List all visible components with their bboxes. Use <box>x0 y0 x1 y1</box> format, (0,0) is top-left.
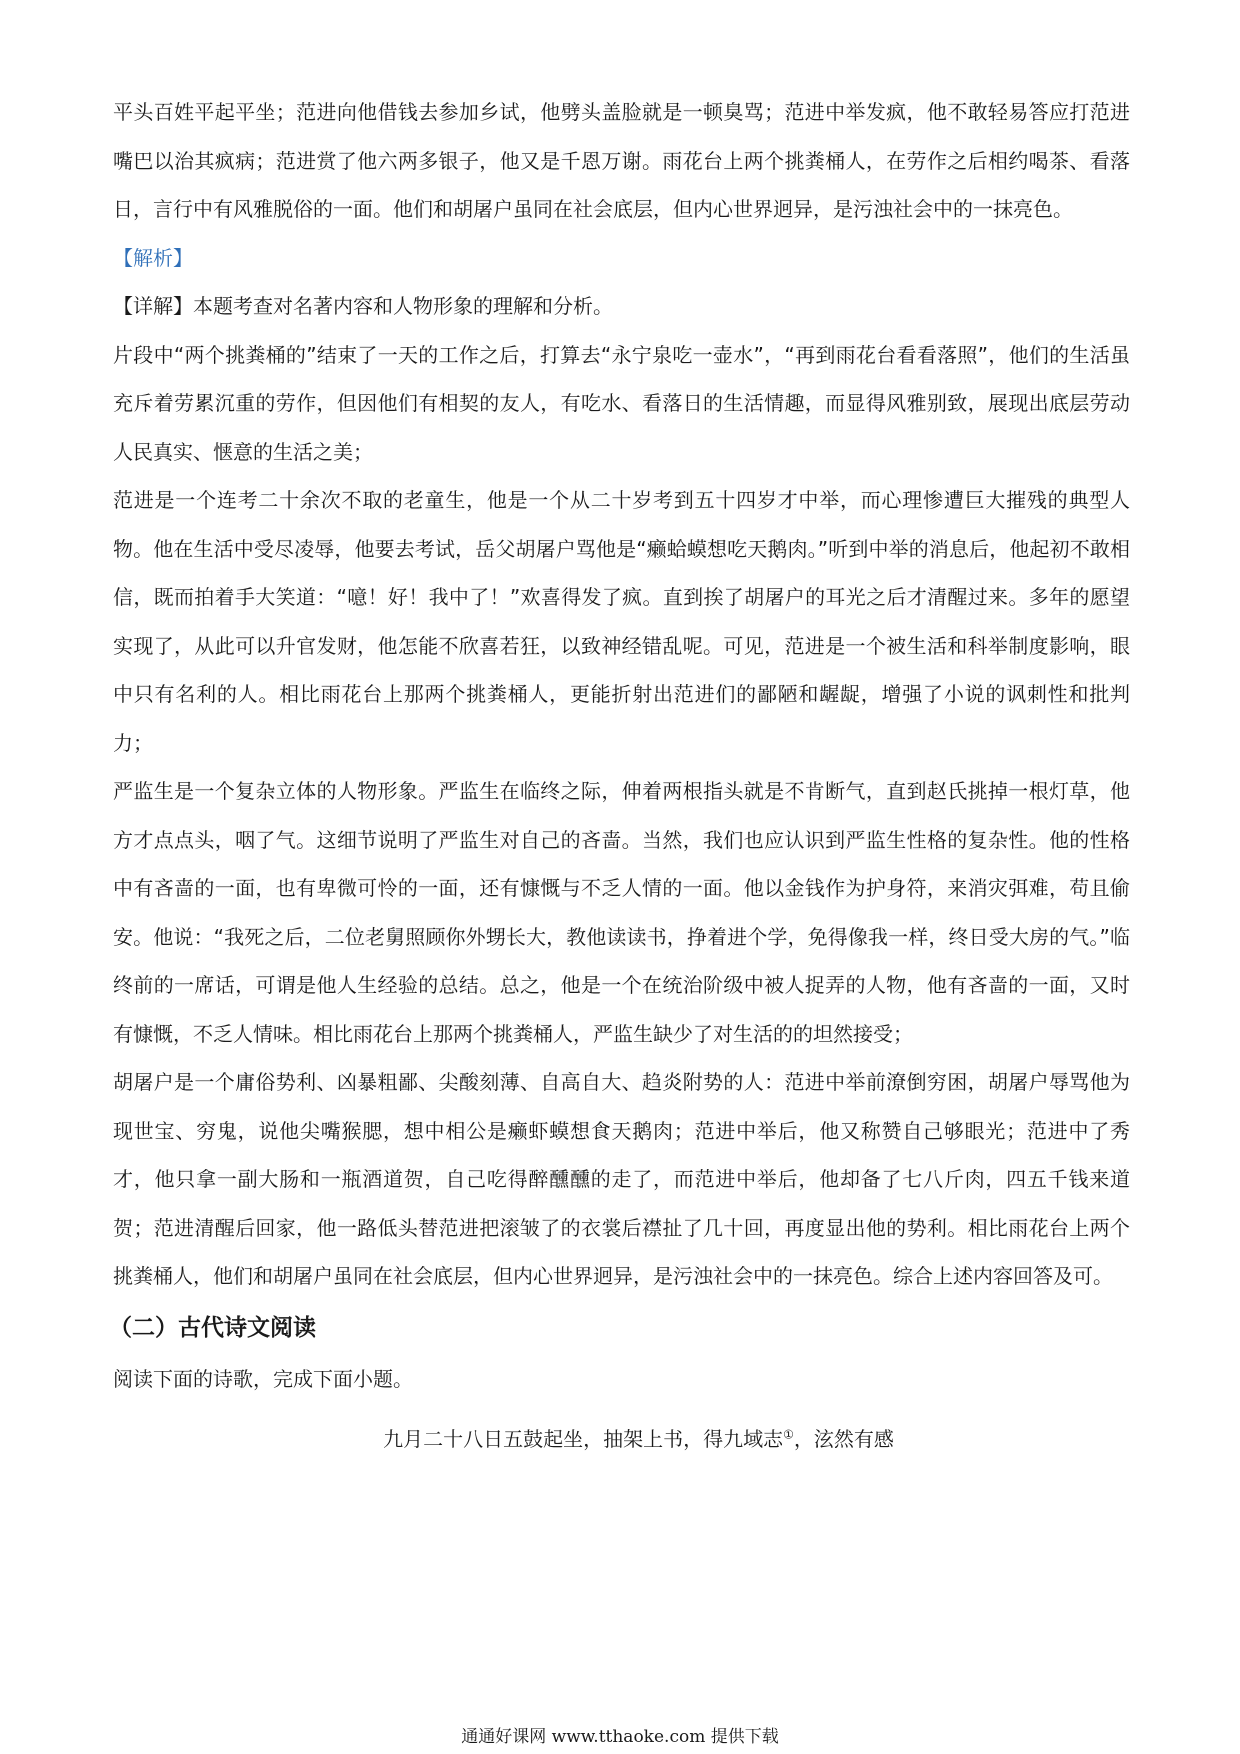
paragraph-fan-jin: 范进是一个连考二十余次不取的老童生，他是一个从二十岁考到五十四岁才中举，而心理惨遭巨大摧残的典型人物。他在生活中受尽凌辱，他要去考试，岳父胡屠户骂他是“癞蛤蟆想吃天鹅肉。”听到中举的消息后，他起初不敢相信，既而拍着手大笑道：“噫！好！我中了！”欢喜得发了疯。直到挨了胡屠户的耳光之后才清醒过来。多年的愿望实现了，从此可以升官发财，他怎能不欣喜若狂，以致神经错乱呢。可见，范进是一个被生活和科举制度影响，眼中只有名利的人。相比雨花台上那两个挑粪桶人，更能折射出范进们的鄙陋和龌龊，增强了小说的讽刺性和批判力； <box>113 488 1130 755</box>
paragraph-fertilizer-carriers: 片段中“两个挑粪桶的”结束了一天的工作之后，打算去“永宁泉吃一壶水”，“再到雨花台看看落照”，他们的生活虽充斥着劳累沉重的劳作，但因他们有相契的友人，有吃水、看落日的生活情趣，而显得风雅别致，展现出底层劳动人民真实、惬意的生活之美； <box>113 342 1130 464</box>
reading-instruction: 阅读下面的诗歌，完成下面小题。 <box>113 1366 413 1391</box>
poem-title-main: 九月二十八日五鼓起坐，抽架上书，得九域志 <box>383 1427 784 1451</box>
footnote-marker: ① <box>783 1427 794 1442</box>
analysis-label: 【解析】 <box>113 245 193 270</box>
poem-title <box>113 1415 1130 1463</box>
section-heading: （二）古代诗文阅读 <box>109 1314 316 1341</box>
page-content <box>109 88 1130 1463</box>
page-footer: 通通好课网 www.tthaoke.com 提供下载 <box>461 1727 779 1747</box>
paragraph-hu-tuhu: 胡屠户是一个庸俗势利、凶暴粗鄙、尖酸刻薄、自高自大、趋炎附势的人：范进中举前潦倒穷困，胡屠户辱骂他为现世宝、穷鬼，说他尖嘴猴腮，想中相公是癞虾蟆想食天鹅肉；范进中举后，他又称赞自己够眼光；范进中了秀才，他只拿一副大肠和一瓶酒道贺，自己吃得醉醺醺的走了，而范进中举后，他却备了七八斤肉，四五千钱来道贺；范进清醒后回家，他一路低头替范进把滚皱了的衣裳后襟扯了几十回，再度显出他的势利。相比雨花台上两个挑粪桶人，他们和胡屠户虽同在社会底层，但内心世界迥异，是污浊社会中的一抹亮色。综合上述内容回答及可。 <box>113 1070 1130 1288</box>
detail-paragraph: 【详解】本题考查对名著内容和人物形象的理解和分析。 <box>113 294 613 318</box>
poem-title-tail: ，泫然有感 <box>793 1427 894 1451</box>
paragraph-yan-jiansheng: 严监生是一个复杂立体的人物形象。严监生在临终之际，伸着两根指头就是不肯断气，直到赵氏挑掉一根灯草，他方才点点头，咽了气。这细节说明了严监生对自己的吝啬。当然，我们也应认识到严监生性格的复杂性。他的性格中有吝啬的一面，也有卑微可怜的一面，还有慷慨与不乏人情的一面。他以金钱作为护身符，来消灾弭难，苟且偷安。他说：“我死之后，二位老舅照顾你外甥长大，教他读读书，挣着进个学，免得像我一样，终日受大房的气。”临终前的一席话，可谓是他人生经验的总结。总之，他是一个在统治阶级中被人捉弄的人物，他有吝啬的一面，又时有慷慨，不乏人情味。相比雨花台上那两个挑粪桶人，严监生缺少了对生活的的坦然接受； <box>113 779 1130 1046</box>
paragraph-continued: 平头百姓平起平坐；范进向他借钱去参加乡试，他劈头盖脸就是一顿臭骂；范进中举发疯，他不敢轻易答应打范进嘴巴以治其疯病；范进赏了他六两多银子，他又是千恩万谢。雨花台上两个挑粪桶人，在劳作之后相约喝茶、看落日，言行中有风雅脱俗的一面。他们和胡屠户虽同在社会底层，但内心世界迥异，是污浊社会中的一抹亮色。 <box>113 100 1130 221</box>
